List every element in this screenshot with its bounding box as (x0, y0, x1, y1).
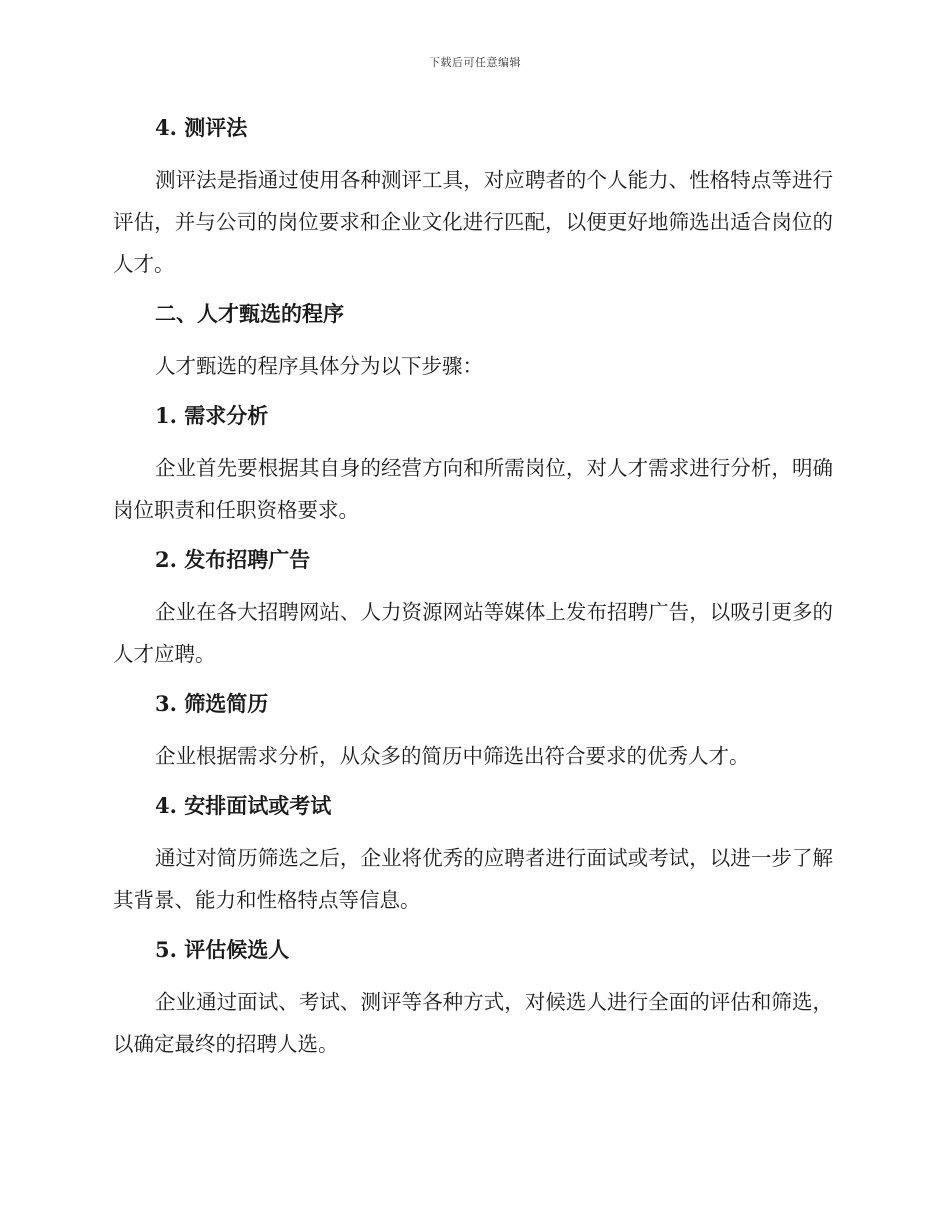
section-heading-measurement: 4. 测评法 (155, 115, 248, 140)
paragraph-interview: 通过对简历筛选之后，企业将优秀的应聘者进行面试或考试，以进一步了解其背景、能力和性格特点等信息。 (113, 846, 833, 912)
section-heading-evaluate-candidates: 5. 评估候选人 (155, 937, 290, 962)
paragraph-recruitment-ad: 企业在各大招聘网站、人力资源网站等媒体上发布招聘广告，以吸引更多的人才应聘。 (113, 600, 833, 666)
paragraph-measurement: 测评法是指通过使用各种测评工具，对应聘者的个人能力、性格特点等进行评估，并与公司的岗位要求和企业文化进行匹配，以便更好地筛选出适合岗位的人才。 (113, 168, 833, 276)
section-heading-resume-screening: 3. 筛选简历 (155, 691, 269, 716)
section-heading-interview: 4. 安排面试或考试 (155, 793, 332, 818)
section-heading-recruitment-ad: 2. 发布招聘广告 (155, 547, 311, 572)
section-heading-procedure: 二、人才甄选的程序 (155, 301, 344, 326)
section-heading-needs-analysis: 1. 需求分析 (155, 403, 269, 428)
paragraph-evaluate-candidates: 企业通过面试、考试、测评等各种方式，对候选人进行全面的评估和筛选，以确定最终的招聘人选。 (113, 990, 833, 1056)
document-body (113, 110, 833, 1076)
paragraph-resume-screening: 企业根据需求分析，从众多的简历中筛选出符合要求的优秀人才。 (155, 744, 750, 768)
paragraph-needs-analysis: 企业首先要根据其自身的经营方向和所需岗位，对人才需求进行分析，明确岗位职责和任职资格要求。 (113, 456, 833, 522)
paragraph-procedure-intro: 人才甄选的程序具体分为以下步骤： (155, 354, 483, 378)
header-note: 下载后可任意编辑 (429, 56, 521, 69)
